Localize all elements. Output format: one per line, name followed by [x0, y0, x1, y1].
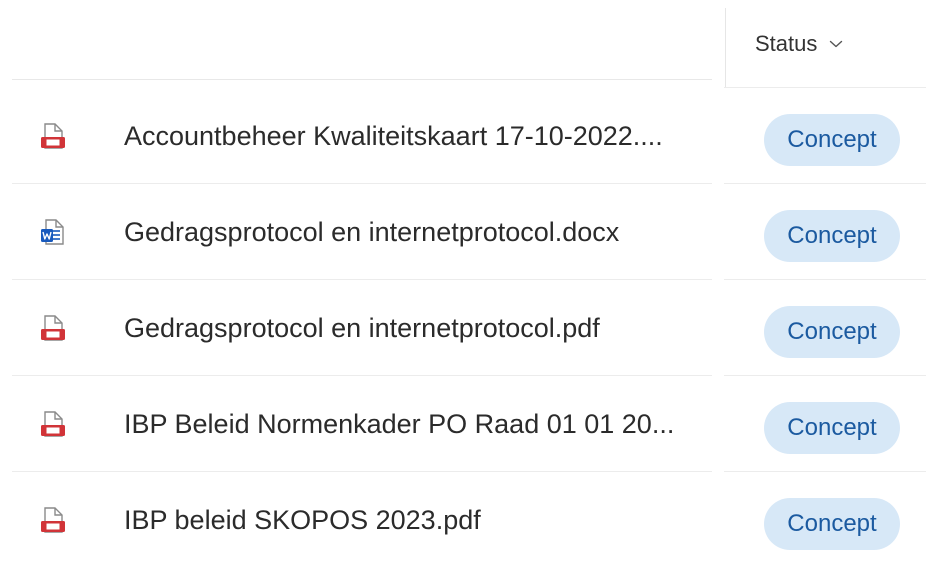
pdf-file-icon	[40, 315, 66, 343]
status-header-label: Status	[755, 31, 818, 56]
file-row[interactable]	[0, 280, 926, 376]
chevron-down-icon	[829, 39, 843, 49]
file-row[interactable]	[0, 184, 926, 280]
status-badge[interactable]: Concept	[764, 402, 900, 454]
status-row-divider	[724, 279, 926, 280]
file-name-link[interactable]: IBP Beleid Normenkader PO Raad 01 01 20...	[124, 408, 675, 439]
pdf-file-icon	[40, 507, 66, 535]
file-name-link[interactable]: Gedragsprotocol en internetprotocol.docx	[124, 216, 620, 247]
pdf-file-icon	[40, 123, 66, 151]
file-row[interactable]	[0, 88, 926, 184]
status-badge[interactable]: Concept	[764, 306, 900, 358]
status-row-divider	[724, 183, 926, 184]
file-row[interactable]	[0, 472, 926, 568]
status-column-border	[725, 8, 726, 88]
file-name-link[interactable]: Gedragsprotocol en internetprotocol.pdf	[124, 312, 600, 343]
header-divider	[12, 79, 712, 80]
status-row-divider	[724, 87, 926, 88]
file-name-link[interactable]: IBP beleid SKOPOS 2023.pdf	[124, 504, 481, 535]
status-badge[interactable]: Concept	[764, 498, 900, 550]
status-column-header[interactable]	[755, 30, 843, 58]
file-name-link[interactable]: Accountbeheer Kwaliteitskaart 17-10-2022....	[124, 120, 663, 151]
status-row-divider	[724, 375, 926, 376]
status-row-divider	[724, 471, 926, 472]
status-badge[interactable]: Concept	[764, 114, 900, 166]
word-file-icon	[40, 219, 66, 247]
status-badge[interactable]: Concept	[764, 210, 900, 262]
file-row[interactable]	[0, 376, 926, 472]
pdf-file-icon	[40, 411, 66, 439]
